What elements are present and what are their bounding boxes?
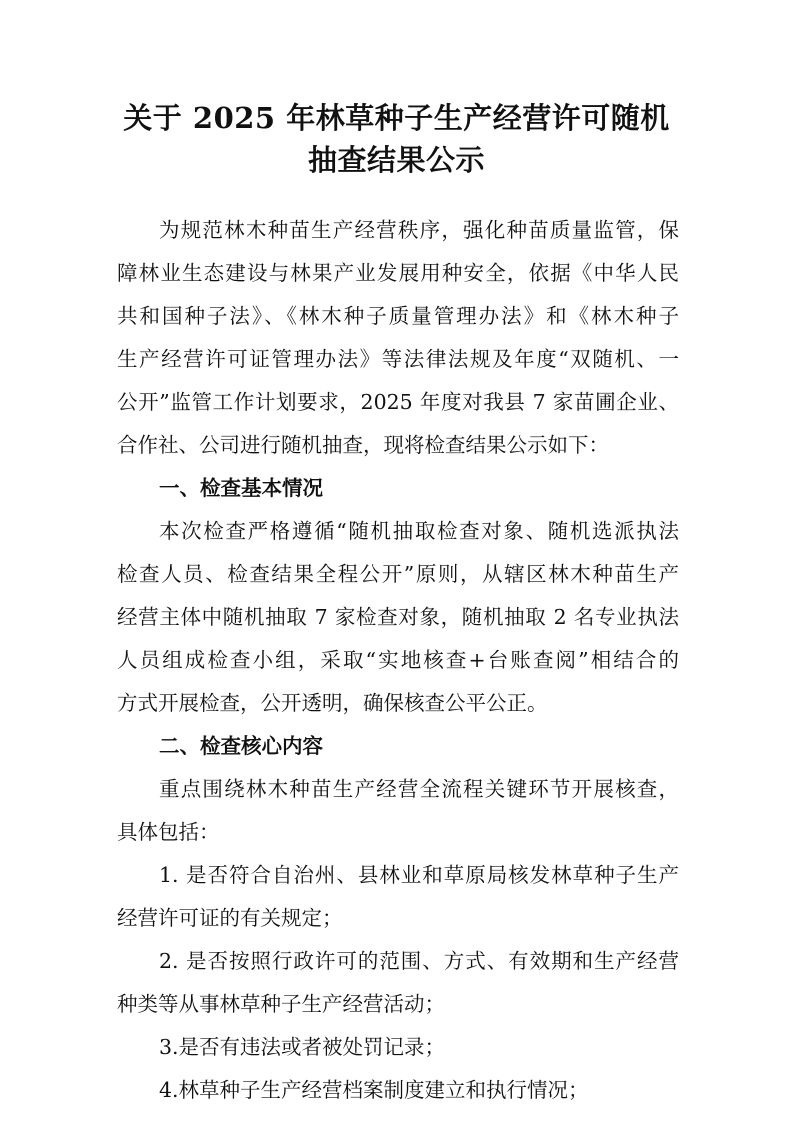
list-item-1-line: 经营许可证的有关规定； xyxy=(117,906,343,930)
list-item-2-line: 2. 是否按照行政许可的范围、方式、有效期和生产经营 xyxy=(159,949,679,973)
section-1-paragraph-line: 人员组成检查小组，采取“实地核查+台账查阅”相结合的 xyxy=(117,648,679,672)
list-item-4: 4.林草种子生产经营档案制度建立和执行情况； xyxy=(159,1078,589,1102)
document-title-line-1: 关于 2025 年林草种子生产经营许可随机 xyxy=(123,101,670,135)
list-item-3: 3.是否有违法或者被处罚记录； xyxy=(159,1035,446,1059)
section-2-paragraph-line: 重点围绕林木种苗生产经营全流程关键环节开展核查， xyxy=(159,777,679,801)
document-title-line-2: 抽查结果公示 xyxy=(307,143,485,177)
intro-paragraph-line: 公开”监管工作计划要求，2025 年度对我县 7 家苗圃企业、 xyxy=(117,390,679,414)
section-1-paragraph-line: 方式开展检查，公开透明，确保核查公平公正。 xyxy=(117,691,548,715)
list-item-1-line: 1. 是否符合自治州、县林业和草原局核发林草种子生产 xyxy=(159,863,679,887)
section-2-heading: 二、检查核心内容 xyxy=(159,734,323,758)
section-1-paragraph-line: 本次检查严格遵循“随机抽取检查对象、随机选派执法 xyxy=(159,519,679,543)
list-item-2-line: 种类等从事林草种子生产经营活动； xyxy=(117,992,445,1016)
section-1-paragraph-line: 检查人员、检查结果全程公开”原则，从辖区林木种苗生产 xyxy=(117,562,679,586)
intro-paragraph-line: 障林业生态建设与林果产业发展用种安全，依据《中华人民 xyxy=(117,261,679,285)
section-1-heading: 一、检查基本情况 xyxy=(159,476,323,500)
intro-paragraph-line: 共和国种子法》、《林木种子质量管理办法》和《林木种子 xyxy=(117,304,679,328)
section-2-paragraph-line: 具体包括： xyxy=(117,820,220,844)
section-1-paragraph-line: 经营主体中随机抽取 7 家检查对象，随机抽取 2 名专业执法 xyxy=(117,605,679,629)
intro-paragraph-line: 生产经营许可证管理办法》等法律法规及年度“双随机、一 xyxy=(117,347,679,371)
intro-paragraph-line: 合作社、公司进行随机抽查，现将检查结果公示如下： xyxy=(117,433,609,457)
intro-paragraph-line: 为规范林木种苗生产经营秩序，强化种苗质量监管，保 xyxy=(159,218,679,242)
